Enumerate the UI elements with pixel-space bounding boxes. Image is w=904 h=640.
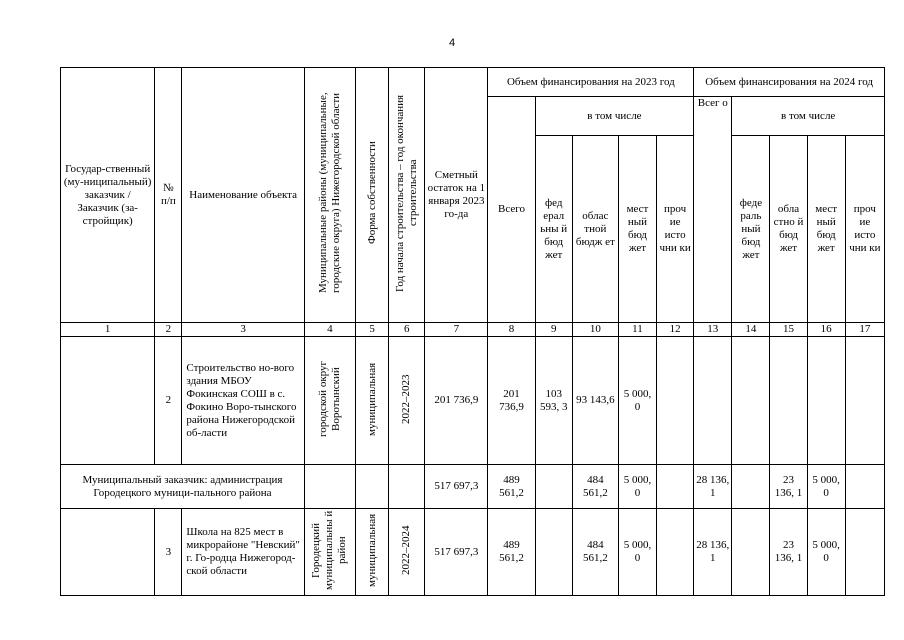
cell-other-2023 xyxy=(657,509,694,596)
header-districts xyxy=(304,68,355,323)
cell-balance: 517 697,3 xyxy=(425,509,488,596)
header-including-2024: в том числе xyxy=(732,97,885,136)
cell-years xyxy=(389,509,425,596)
cell-other-2024 xyxy=(845,465,884,509)
column-number: 6 xyxy=(389,323,425,337)
cell-federal-2024 xyxy=(732,337,770,465)
column-number: 10 xyxy=(572,323,618,337)
header-including-2023: в том числе xyxy=(535,97,694,136)
cell-num: 3 xyxy=(155,509,182,596)
cell-ownership-text: муниципальная xyxy=(365,361,378,436)
cell-federal-2023 xyxy=(535,509,572,596)
cell-years-text: 2022–2024 xyxy=(400,525,413,575)
header-federal-2023: фед ерал ьны й бюд жет xyxy=(535,136,572,323)
column-number: 17 xyxy=(845,323,884,337)
cell-object-name: Школа на 825 мест в микрорайоне "Невский" г. Го-родца Нижегород-ской области xyxy=(182,509,304,596)
cell-regional-2023: 484 561,2 xyxy=(572,509,618,596)
cell-total-2023: 489 561,2 xyxy=(488,465,535,509)
cell-ownership xyxy=(356,337,389,465)
column-number: 3 xyxy=(182,323,304,337)
cell-customer-summary: Муниципальный заказчик: администрация Городецкого муници-пального района xyxy=(61,465,305,509)
header-other-2024: проч ие исто чни ки xyxy=(845,136,884,323)
header-regional-2024: обла стно й бюд жет xyxy=(770,136,807,323)
column-number: 13 xyxy=(694,323,732,337)
header-federal-2024: феде раль ный бюд жет xyxy=(732,136,770,323)
cell-regional-2023: 93 143,6 xyxy=(572,337,618,465)
header-other-2023: проч ие исто чни ки xyxy=(657,136,694,323)
cell-district xyxy=(304,337,355,465)
cell-federal-2023: 103 593, 3 xyxy=(535,337,572,465)
header-customer: Государ-ственный (му-ниципальный) заказчик / Заказчик (за-стройщик) xyxy=(61,68,155,323)
cell-federal-2024 xyxy=(732,465,770,509)
header-districts-text: Муниципальные районы (муниципальные, городские округа) Нижегородской области xyxy=(316,92,342,294)
cell-other-2024 xyxy=(845,509,884,596)
cell-ownership-text: муниципальная xyxy=(365,513,378,587)
column-number: 14 xyxy=(732,323,770,337)
header-years xyxy=(389,68,425,323)
cell-local-2024 xyxy=(807,337,845,465)
column-number: 8 xyxy=(488,323,535,337)
cell-local-2024: 5 000, 0 xyxy=(807,509,845,596)
table-row xyxy=(61,337,885,465)
cell-balance: 201 736,9 xyxy=(425,337,488,465)
cell-years xyxy=(389,337,425,465)
column-number: 2 xyxy=(155,323,182,337)
header-num: № п/п xyxy=(155,68,182,323)
cell-regional-2024: 23 136, 1 xyxy=(770,509,807,596)
cell-balance: 517 697,3 xyxy=(425,465,488,509)
cell-federal-2023 xyxy=(535,465,572,509)
header-ownership-text: Форма собственности xyxy=(365,141,378,245)
cell-regional-2023: 484 561,2 xyxy=(572,465,618,509)
cell-object-name: Строительство но-вого здания МБОУ Фокинская СОШ в с. Фокино Воро-тынского района Нижегородской об-ласти xyxy=(182,337,304,465)
cell-federal-2024 xyxy=(732,509,770,596)
header-regional-2023: облас тной бюдж ет xyxy=(572,136,618,323)
header-years-text: Год начала строительства – год окончания строительства xyxy=(393,94,419,292)
cell-local-2023: 5 000, 0 xyxy=(618,465,656,509)
cell-district-text: городской округ Воротынский xyxy=(316,360,342,437)
header-fin-2024: Объем финансирования на 2024 год xyxy=(694,68,885,97)
cell-district-text: Городецкий муниципальны й район xyxy=(310,510,349,590)
cell-local-2023: 5 000, 0 xyxy=(618,337,656,465)
table-row xyxy=(61,509,885,596)
column-number: 11 xyxy=(618,323,656,337)
cell-other-2023 xyxy=(657,337,694,465)
header-local-2023: мест ный бюд жет xyxy=(618,136,656,323)
financing-table xyxy=(60,67,885,596)
header-total-2023: Всего xyxy=(488,97,535,323)
cell-total-2024: 28 136, 1 xyxy=(694,509,732,596)
column-number-row xyxy=(61,323,885,337)
cell-customer xyxy=(61,337,155,465)
header-row-1 xyxy=(61,68,885,97)
cell-regional-2024: 23 136, 1 xyxy=(770,465,807,509)
cell-total-2024: 28 136, 1 xyxy=(694,465,732,509)
cell-num: 2 xyxy=(155,337,182,465)
page-number: 4 xyxy=(448,37,456,49)
cell-total-2023: 489 561,2 xyxy=(488,509,535,596)
cell-ownership xyxy=(356,465,389,509)
cell-regional-2024 xyxy=(770,337,807,465)
column-number: 15 xyxy=(770,323,807,337)
cell-total-2023: 201 736,9 xyxy=(488,337,535,465)
cell-local-2024: 5 000, 0 xyxy=(807,465,845,509)
cell-district xyxy=(304,465,355,509)
column-number: 12 xyxy=(657,323,694,337)
header-local-2024: мест ный бюд жет xyxy=(807,136,845,323)
cell-other-2023 xyxy=(657,465,694,509)
header-fin-2023: Объем финансирования на 2023 год xyxy=(488,68,694,97)
column-number: 16 xyxy=(807,323,845,337)
cell-other-2024 xyxy=(845,337,884,465)
header-estimated-balance: Сметный остаток на 1 января 2023 го-да xyxy=(425,68,488,323)
cell-ownership xyxy=(356,509,389,596)
cell-local-2023: 5 000, 0 xyxy=(618,509,656,596)
cell-total-2024 xyxy=(694,337,732,465)
header-object-name: Наименование объекта xyxy=(182,68,304,323)
table-row xyxy=(61,465,885,509)
column-number: 9 xyxy=(535,323,572,337)
column-number: 5 xyxy=(356,323,389,337)
header-ownership xyxy=(356,68,389,323)
column-number: 7 xyxy=(425,323,488,337)
cell-years xyxy=(389,465,425,509)
cell-customer xyxy=(61,509,155,596)
cell-years-text: 2022–2023 xyxy=(400,373,413,424)
cell-district xyxy=(304,509,355,596)
column-number: 1 xyxy=(61,323,155,337)
column-number: 4 xyxy=(304,323,355,337)
header-total-2024: Всег о xyxy=(694,97,732,323)
